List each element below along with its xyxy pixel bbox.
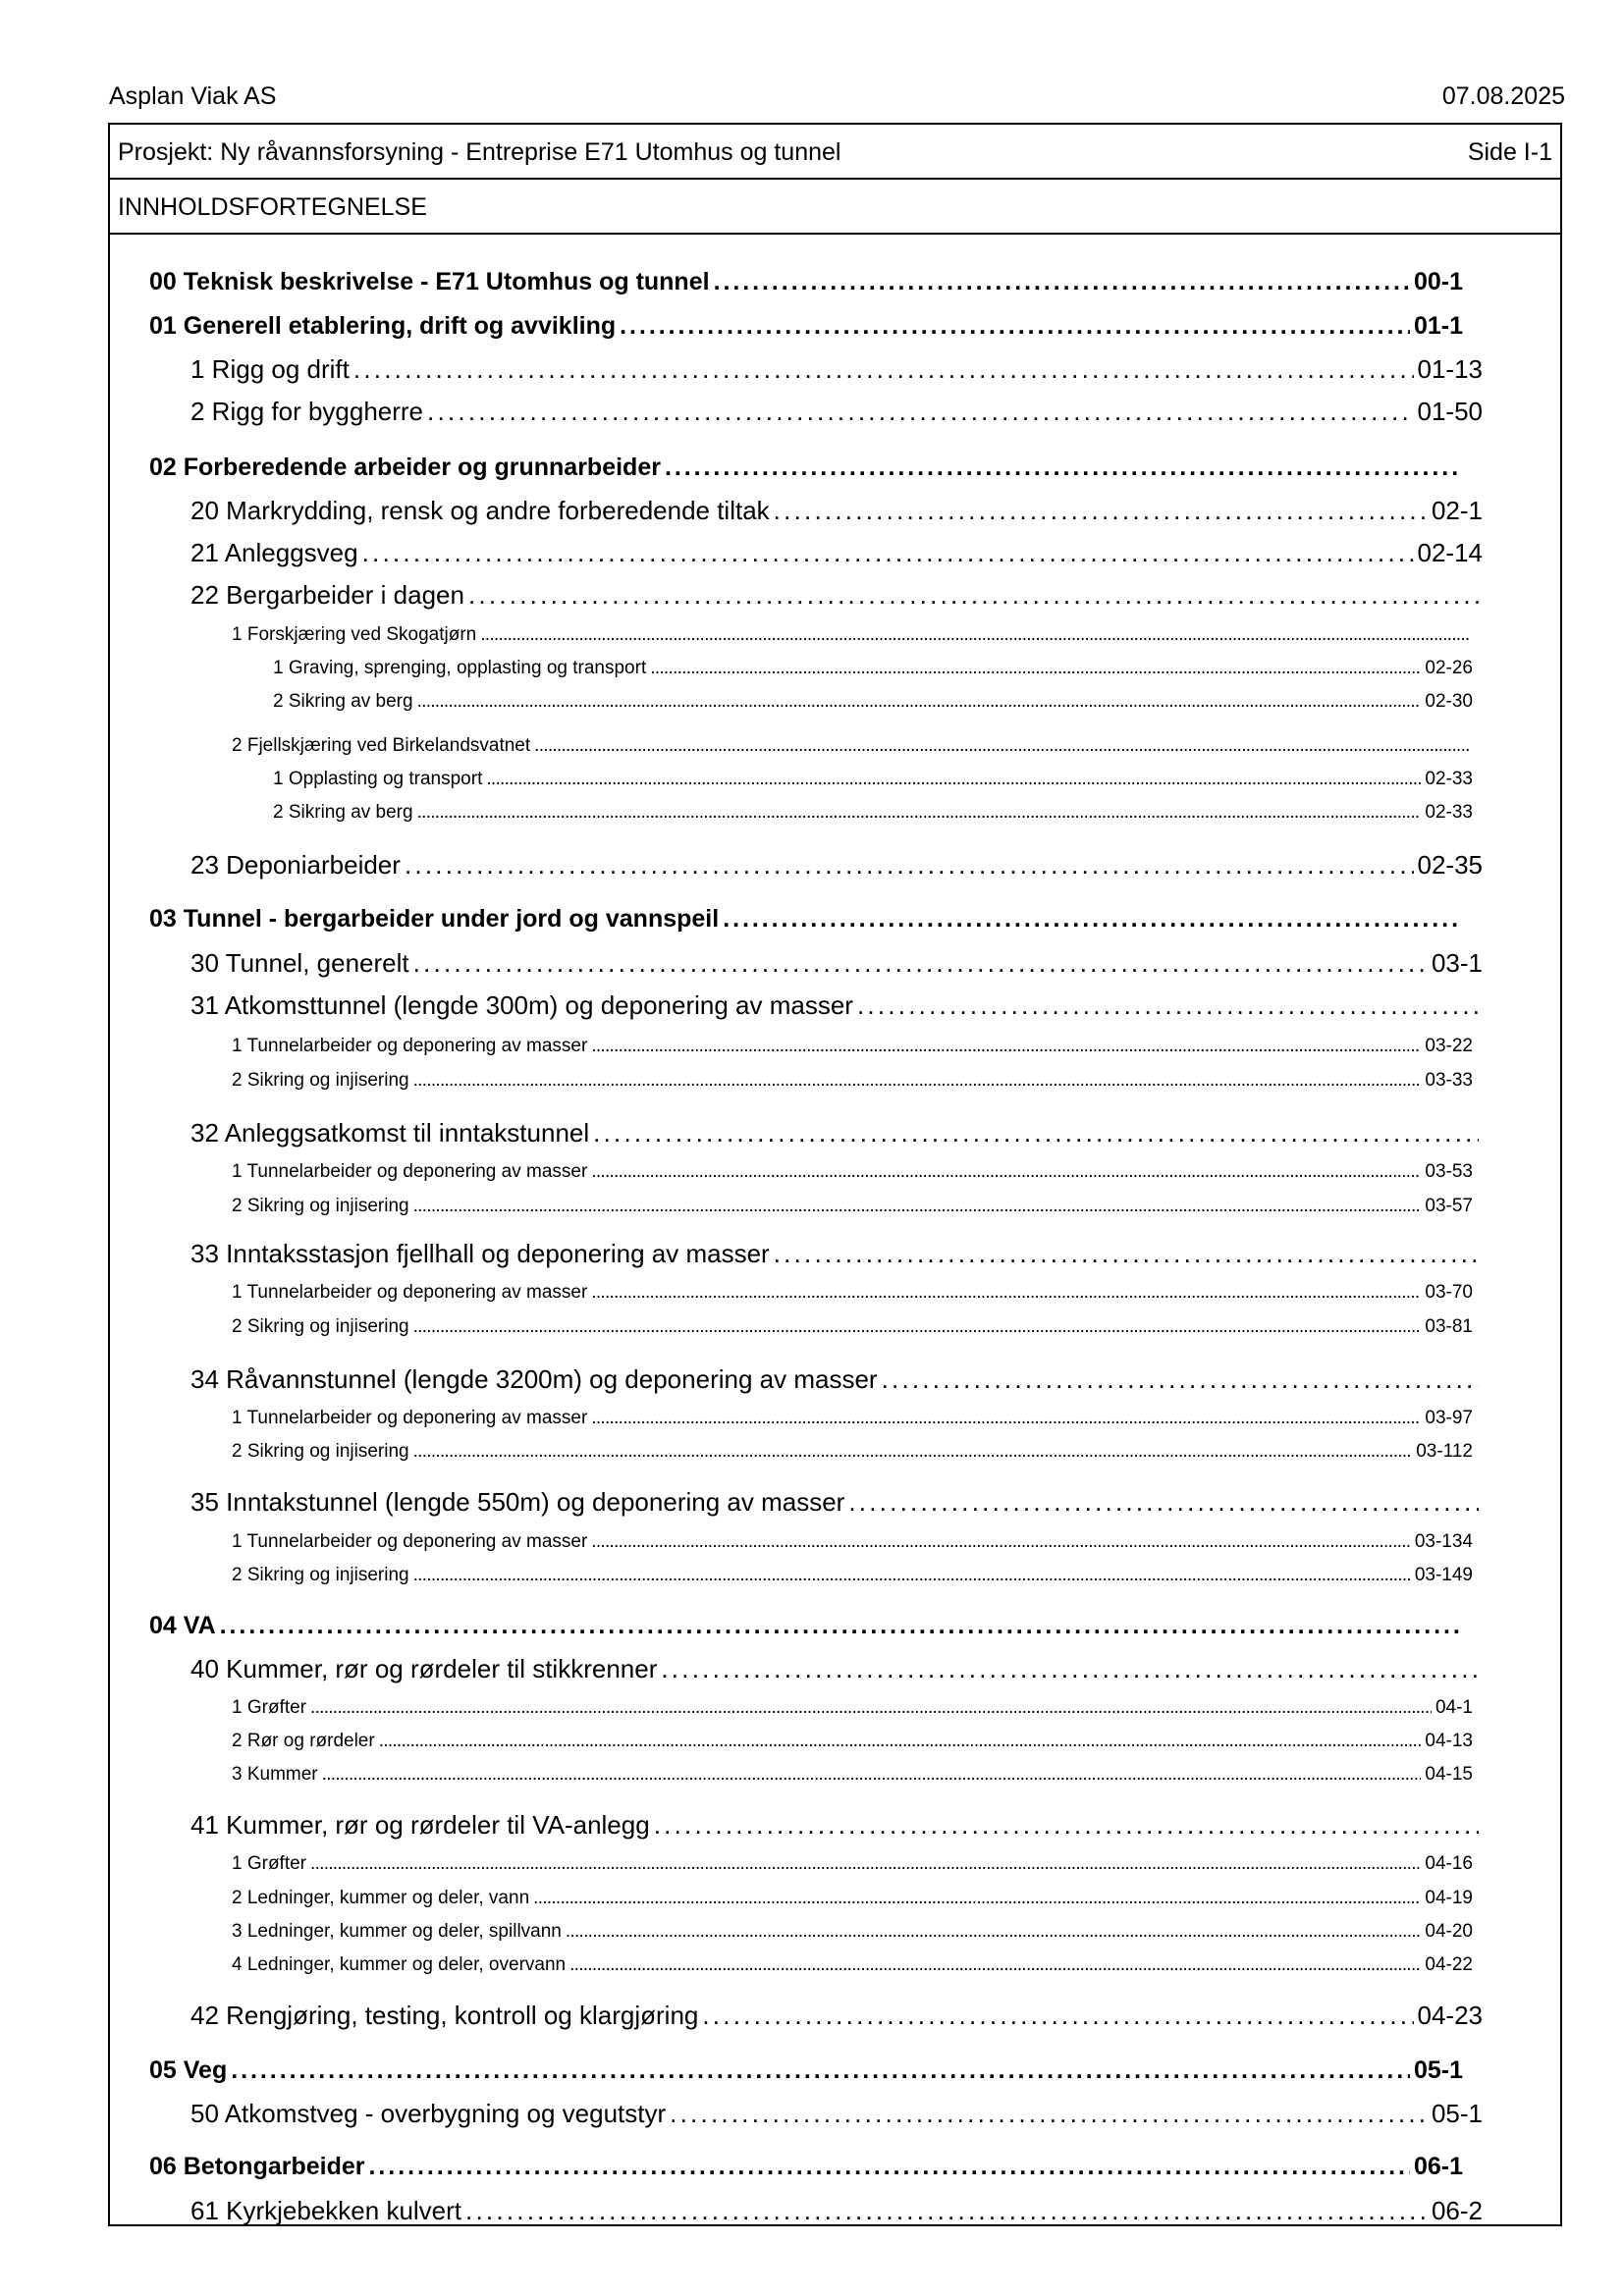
project-row <box>110 125 1560 180</box>
toc-entry <box>232 1731 1473 1752</box>
toc-entry-title: 2 Rigg for byggherre <box>190 397 424 426</box>
toc-entry-title: 40 Kummer, rør og rørdeler til stikkrenner <box>190 1654 658 1683</box>
toc-leader-dots <box>533 1888 1421 1909</box>
toc-entry <box>190 2099 1483 2129</box>
toc-entry-page: 02-35 <box>1417 850 1483 880</box>
toc-entry-title: 2 Fjellskjæring ved Birkelandsvatnet <box>232 735 531 756</box>
toc-leader-dots <box>310 1697 1432 1719</box>
toc-entry <box>232 1316 1473 1338</box>
toc-leader-dots <box>310 1853 1421 1875</box>
toc-leader-dots <box>665 454 1459 482</box>
toc-leader-dots <box>413 1565 1411 1586</box>
toc-entry-title: 03 Tunnel - bergarbeider under jord og vannspeil <box>149 905 720 933</box>
toc-entry <box>190 2001 1483 2031</box>
toc-leader-dots <box>593 1118 1479 1148</box>
toc-entry-title: 1 Grøfter <box>232 1853 307 1874</box>
toc-entry-page: 03-97 <box>1425 1408 1473 1428</box>
toc-entry-title: 1 Tunnelarbeider og deponering av masser <box>232 1161 588 1182</box>
toc-heading: INNHOLDSFORTEGNELSE <box>118 193 427 221</box>
toc-leader-dots <box>650 658 1421 679</box>
toc-entry-page: 04-1 <box>1435 1697 1473 1718</box>
toc-entry-title: 35 Inntakstunnel (lengde 550m) og deponering av masser <box>190 1487 845 1517</box>
toc-leader-dots <box>220 1612 1459 1640</box>
toc-entry <box>232 1531 1473 1553</box>
toc-entry-title: 1 Tunnelarbeider og deponering av masser <box>232 1408 588 1428</box>
toc-entry-title: 23 Deponiarbeider <box>190 850 401 880</box>
toc-entry-page: 02-1 <box>1431 496 1483 525</box>
toc-entry-title: 2 Sikring og injisering <box>232 1070 409 1091</box>
toc-entry <box>232 1282 1473 1304</box>
toc-entry-page: 04-19 <box>1425 1888 1473 1908</box>
toc-leader-dots <box>362 538 1414 568</box>
toc-entry-page: 06-2 <box>1431 2196 1483 2225</box>
toc-entry-page: 03-53 <box>1425 1161 1473 1182</box>
toc-entry-page: 03-149 <box>1414 1565 1473 1585</box>
toc-entry <box>190 948 1483 979</box>
toc-leader-dots <box>231 2056 1410 2085</box>
toc-leader-dots <box>353 354 1414 385</box>
project-title: Prosjekt: Ny råvannsforsyning - Entreprise E71 Utomhus og tunnel <box>118 138 841 166</box>
toc-leader-dots <box>468 580 1479 611</box>
toc-leader-dots <box>882 1364 1479 1395</box>
toc-entry-title: 2 Sikring og injisering <box>232 1316 409 1337</box>
toc-entry <box>232 735 1473 757</box>
toc-leader-dots <box>723 905 1459 934</box>
toc-leader-dots <box>379 1731 1422 1752</box>
toc-entry-title: 2 Sikring og injisering <box>232 1441 409 1462</box>
toc-leader-dots <box>620 312 1410 341</box>
toc-entry <box>190 538 1483 568</box>
toc-entry-title: 2 Sikring av berg <box>273 691 413 712</box>
toc-entry-page: 03-57 <box>1425 1196 1473 1216</box>
toc-entry-page: 03-134 <box>1414 1531 1473 1552</box>
toc-entry-title: 00 Teknisk beskrivelse - E71 Utomhus og tunnel <box>149 268 710 295</box>
toc-entry-title: 1 Opplasting og transport <box>273 769 483 789</box>
toc-entry-page: 04-15 <box>1425 1764 1473 1785</box>
toc-entry-title: 31 Atkomsttunnel (lengde 300m) og deponering av masser <box>190 990 853 1020</box>
toc-entry <box>190 397 1483 427</box>
toc-entry <box>190 1239 1483 1269</box>
toc-entry-page: 01-13 <box>1417 354 1483 384</box>
toc-entry-title: 1 Tunnelarbeider og deponering av masser <box>232 1036 588 1056</box>
toc-entry-title: 50 Atkomstveg - overbygning og vegutstyr <box>190 2099 667 2128</box>
toc-leader-dots <box>654 1810 1479 1841</box>
toc-entry-title: 4 Ledninger, kummer og deler, overvann <box>232 1954 567 1975</box>
toc-entry-page: 03-112 <box>1416 1441 1473 1462</box>
toc-entry-title: 02 Forberedende arbeider og grunnarbeider <box>149 454 661 481</box>
toc-leader-dots <box>417 691 1422 713</box>
toc-entry-title: 61 Kyrkjebekken kulvert <box>190 2196 462 2225</box>
toc-leader-dots <box>670 2099 1428 2129</box>
toc-leader-dots <box>369 2153 1410 2181</box>
toc-leader-dots <box>591 1036 1421 1057</box>
toc-entry-page: 04-13 <box>1425 1731 1473 1751</box>
company-name: Asplan Viak AS <box>109 82 277 110</box>
toc-entry-title: 21 Anleggsveg <box>190 538 358 567</box>
toc-entry-page: 02-30 <box>1425 691 1473 712</box>
toc-entry <box>232 624 1473 646</box>
toc-entry-title: 2 Sikring av berg <box>273 802 413 823</box>
toc-entry-title: 1 Graving, sprenging, opplasting og transport <box>273 658 647 678</box>
toc-entry <box>190 580 1483 611</box>
toc-entry-title: 2 Sikring og injisering <box>232 1196 409 1216</box>
toc-leader-dots <box>591 1282 1421 1304</box>
toc-entry <box>232 1853 1473 1875</box>
toc-entry <box>190 1118 1483 1148</box>
toc-entry <box>232 1921 1473 1943</box>
toc-leader-dots <box>417 802 1422 824</box>
toc-entry-page: 02-33 <box>1425 769 1473 789</box>
toc-leader-dots <box>413 1316 1422 1338</box>
toc-entry <box>232 1441 1473 1463</box>
toc-entry-page: 04-20 <box>1425 1921 1473 1942</box>
document-date: 07.08.2025 <box>1441 82 1565 110</box>
toc-leader-dots <box>486 769 1421 790</box>
toc-entry-title: 1 Tunnelarbeider og deponering av masser <box>232 1282 588 1303</box>
toc-entry <box>232 1697 1473 1719</box>
toc-leader-dots <box>322 1764 1422 1786</box>
toc-entry <box>149 2153 1463 2181</box>
toc-leader-dots <box>427 397 1413 427</box>
toc-entry-title: 1 Forskjæring ved Skogatjørn <box>232 624 477 645</box>
toc-leader-dots <box>480 624 1469 646</box>
toc-entry <box>190 850 1483 881</box>
toc-entry-title: 3 Ledninger, kummer og deler, spillvann <box>232 1921 562 1942</box>
toc-entry-page: 03-1 <box>1431 948 1483 978</box>
toc-entry-title: 1 Grøfter <box>232 1697 307 1718</box>
toc-entry <box>149 268 1463 296</box>
toc-entry-title: 2 Rør og rørdeler <box>232 1731 375 1751</box>
toc-entry <box>232 1565 1473 1586</box>
toc-entry-page: 04-23 <box>1417 2001 1483 2030</box>
toc-entry <box>232 1070 1473 1092</box>
toc-leader-dots <box>566 1921 1422 1943</box>
toc-entry-page: 01-1 <box>1413 312 1463 340</box>
toc-leader-dots <box>413 1070 1422 1092</box>
toc-entry-title: 32 Anleggsatkomst til inntakstunnel <box>190 1118 590 1148</box>
toc-entry-title: 1 Tunnelarbeider og deponering av masser <box>232 1531 588 1552</box>
toc-entry-page: 05-1 <box>1431 2099 1483 2128</box>
toc-entry <box>232 1764 1473 1786</box>
toc-entry <box>190 990 1483 1021</box>
toc-entry-page: 03-81 <box>1425 1316 1473 1337</box>
toc-entry <box>190 1810 1483 1841</box>
toc-entry <box>149 2056 1463 2085</box>
toc-entry <box>273 769 1473 790</box>
toc-entry-title: 06 Betongarbeider <box>149 2153 365 2180</box>
toc-entry-title: 42 Rengjøring, testing, kontroll og klargjøring <box>190 2001 699 2030</box>
toc-entry <box>190 1654 1483 1684</box>
toc-entry <box>232 1161 1473 1183</box>
toc-entry-page: 02-26 <box>1425 658 1473 678</box>
toc-leader-dots <box>661 1654 1479 1684</box>
toc-entry-title: 1 Rigg og drift <box>190 354 350 384</box>
toc-leader-dots <box>714 268 1410 296</box>
page-number: Side I-1 <box>1467 138 1552 166</box>
toc-entry <box>149 454 1463 482</box>
toc-leader-dots <box>857 990 1479 1021</box>
toc-entry <box>232 1408 1473 1429</box>
toc-leader-dots <box>774 1239 1479 1269</box>
toc-entry-page: 04-16 <box>1425 1853 1473 1874</box>
toc-entry-page: 03-33 <box>1425 1070 1473 1091</box>
toc-leader-dots <box>702 2001 1413 2031</box>
toc-heading-row <box>110 180 1560 235</box>
toc-leader-dots <box>405 850 1414 881</box>
toc-entry-page: 01-50 <box>1417 397 1483 426</box>
toc-entry <box>273 658 1473 679</box>
toc-entry-title: 04 VA <box>149 1612 216 1639</box>
toc-entry-title: 30 Tunnel, generelt <box>190 948 409 978</box>
toc-entry-title: 20 Markrydding, rensk og andre forberedende tiltak <box>190 496 770 525</box>
toc-entry <box>149 1612 1463 1640</box>
toc-entry <box>190 496 1483 526</box>
toc-entry <box>232 1954 1473 1976</box>
toc-leader-dots <box>413 948 1428 979</box>
toc-entry-page: 00-1 <box>1413 268 1463 295</box>
toc-leader-dots <box>591 1161 1421 1183</box>
toc-leader-dots <box>413 1196 1422 1217</box>
toc-leader-dots <box>465 2196 1428 2226</box>
toc-leader-dots <box>774 496 1428 526</box>
toc-entry <box>149 312 1463 341</box>
toc-entry-title: 41 Kummer, rør og rørdeler til VA-anlegg <box>190 1810 650 1840</box>
toc-entry-page: 03-70 <box>1425 1282 1473 1303</box>
toc-entry <box>273 802 1473 824</box>
toc-entry <box>273 691 1473 713</box>
toc-entry-title: 22 Bergarbeider i dagen <box>190 580 464 610</box>
toc-entry-title: 33 Inntaksstasjon fjellhall og deponering av masser <box>190 1239 770 1268</box>
toc-leader-dots <box>413 1441 1413 1463</box>
toc-entry <box>190 2196 1483 2226</box>
toc-entry-page: 05-1 <box>1413 2056 1463 2084</box>
toc-entry-page: 03-22 <box>1425 1036 1473 1056</box>
toc-entry <box>190 354 1483 385</box>
toc-entry <box>232 1196 1473 1217</box>
toc-leader-dots <box>848 1487 1479 1518</box>
toc-leader-dots <box>534 735 1469 757</box>
toc-entry-title: 2 Ledninger, kummer og deler, vann <box>232 1888 530 1908</box>
toc-entry-title: 3 Kummer <box>232 1764 318 1785</box>
toc-entry-page: 02-14 <box>1417 538 1483 567</box>
toc-entry-page: 04-22 <box>1425 1954 1473 1975</box>
toc-entry <box>232 1036 1473 1057</box>
toc-entry-title: 01 Generell etablering, drift og avvikling <box>149 312 617 340</box>
toc-entry-title: 05 Veg <box>149 2056 228 2084</box>
toc-entry <box>190 1487 1483 1518</box>
toc-entry-page: 02-33 <box>1425 802 1473 823</box>
toc-entry <box>149 905 1463 934</box>
toc-entry-page: 06-1 <box>1413 2153 1463 2180</box>
toc-entry <box>232 1888 1473 1909</box>
toc-entry-title: 2 Sikring og injisering <box>232 1565 409 1585</box>
toc-entry-title: 34 Råvannstunnel (lengde 3200m) og deponering av masser <box>190 1364 878 1394</box>
toc-leader-dots <box>569 1954 1421 1976</box>
toc-leader-dots <box>591 1408 1421 1429</box>
toc-leader-dots <box>591 1531 1411 1553</box>
toc-entry <box>190 1364 1483 1395</box>
